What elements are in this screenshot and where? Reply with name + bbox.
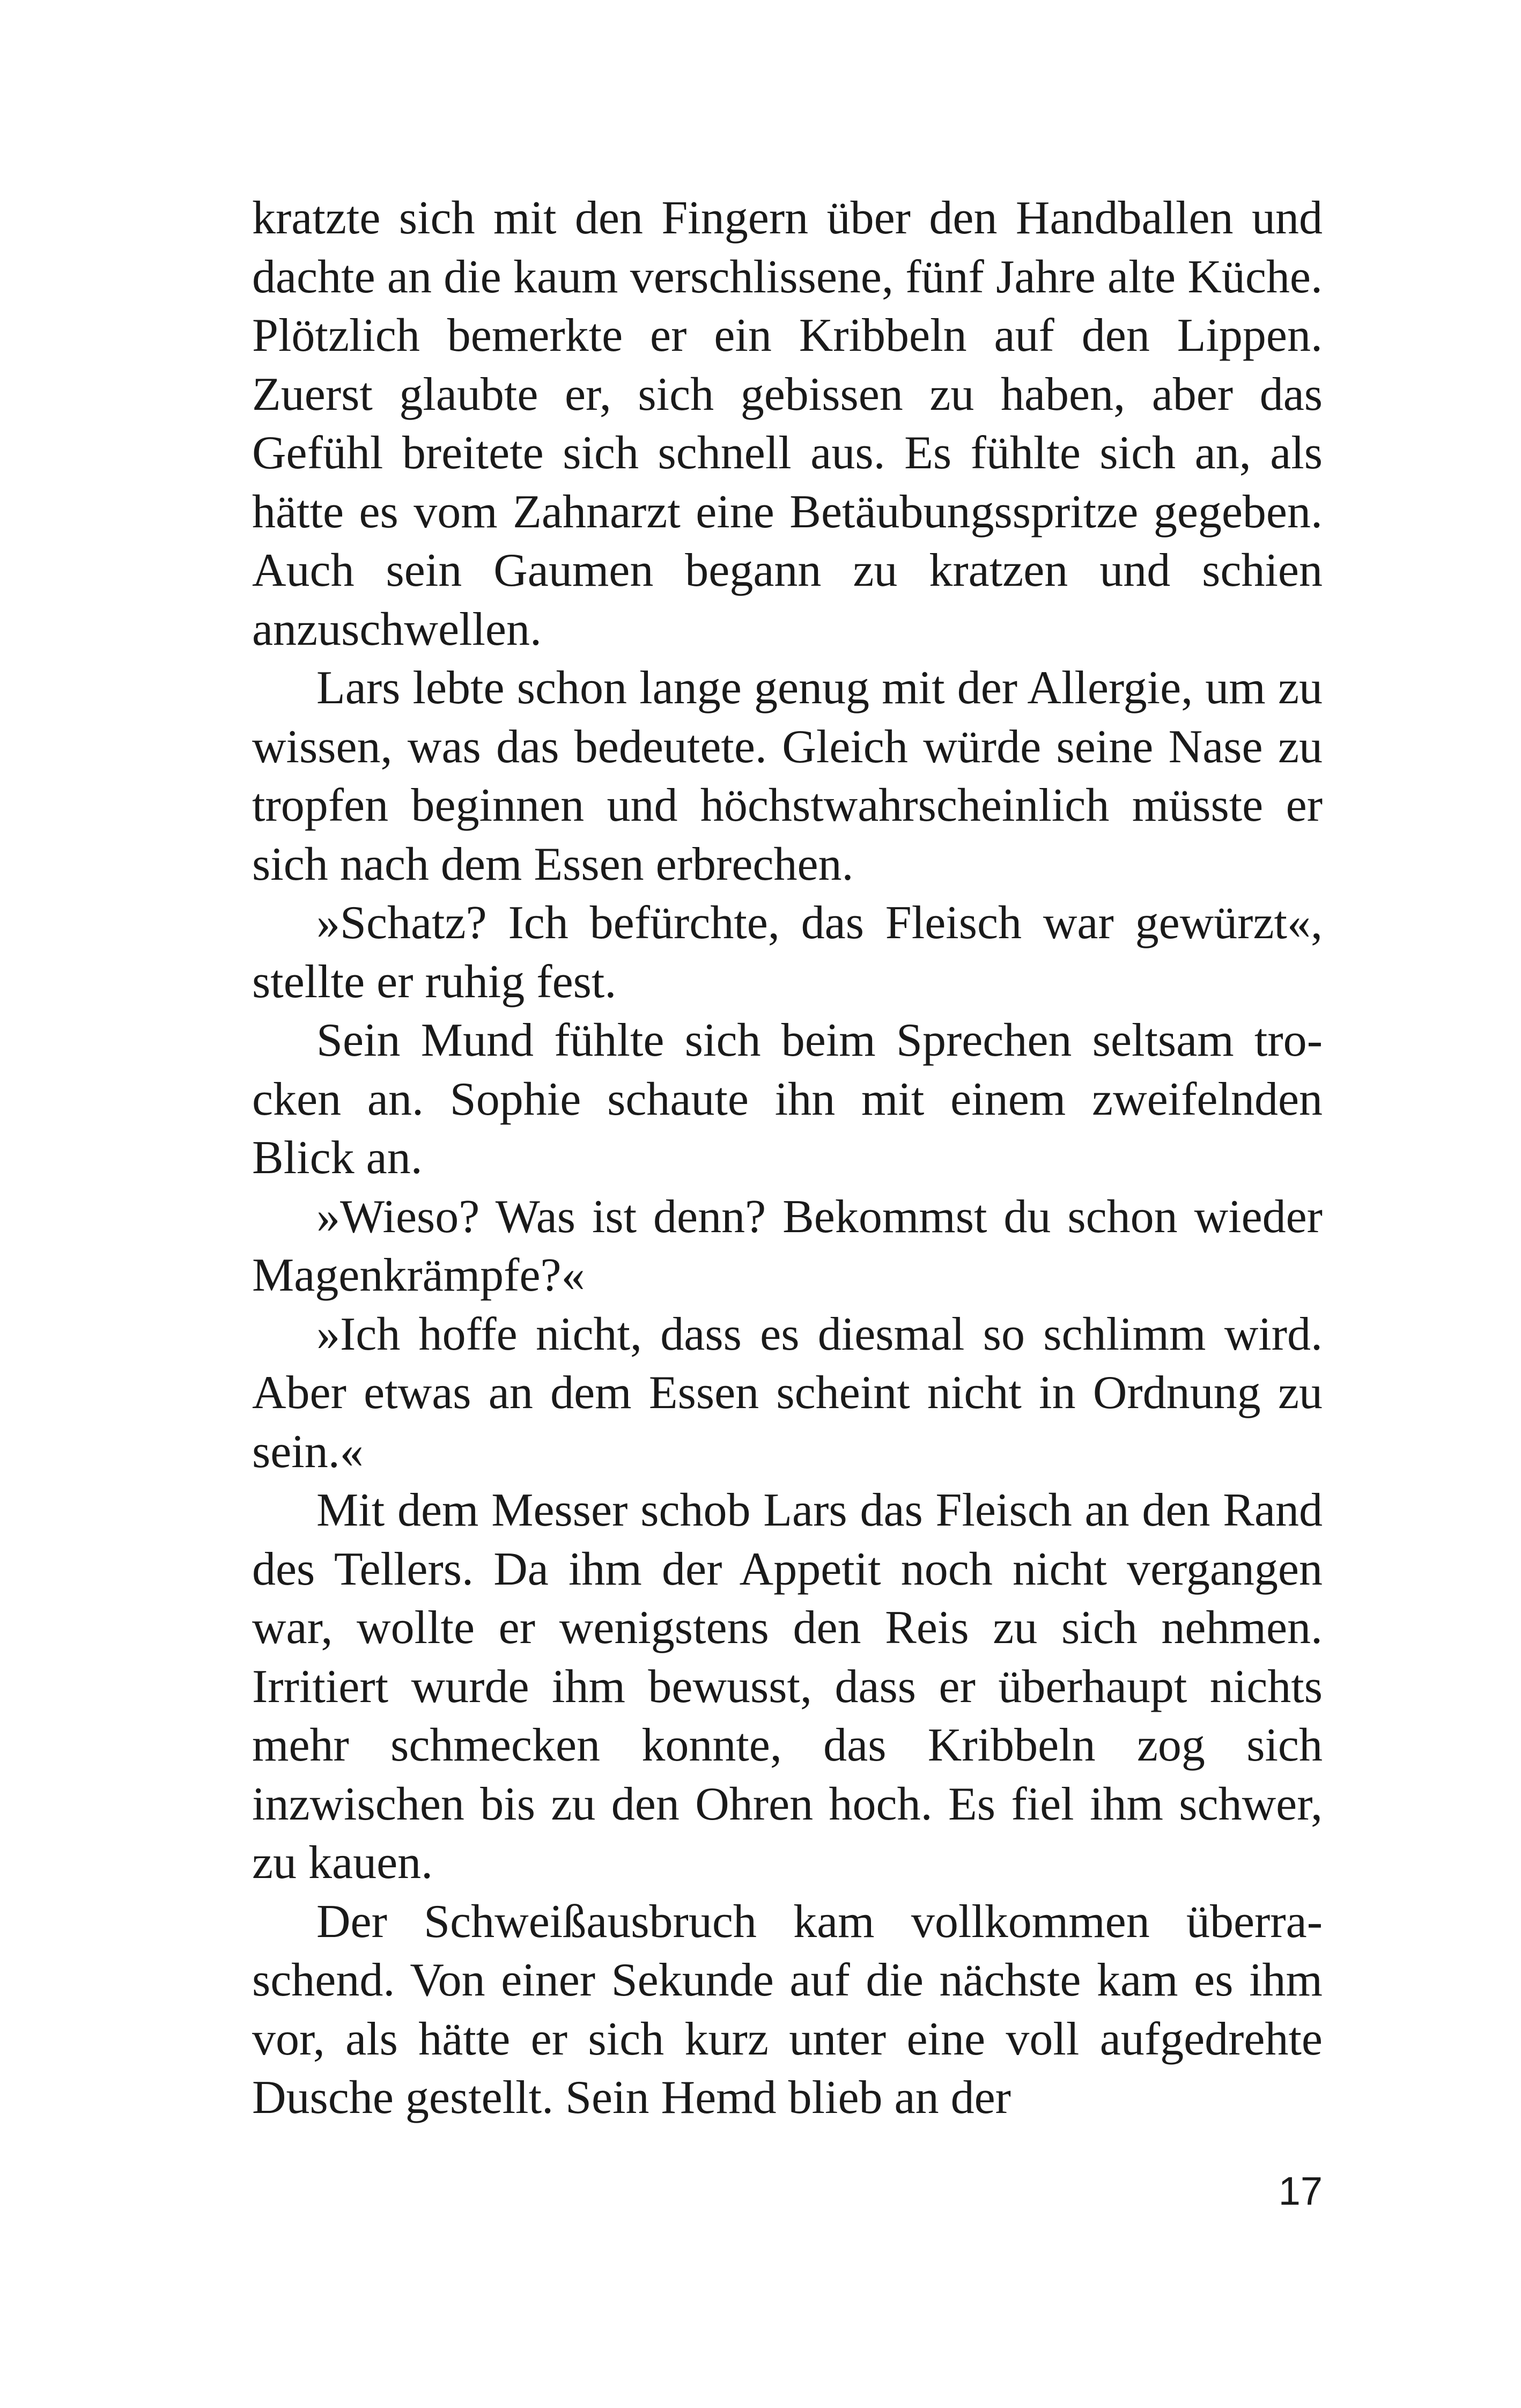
paragraph-7: Mit dem Messer schob Lars das Fleisch an den Rand des Tellers. Da ihm der Appetit noch nicht vergangen war, wollte er wenigstens den Reis zu sich nehmen. Irritiert wurde ihm bewusst, dass er überhaupt nichts mehr schmecken konnte, das Kribbeln zog sich inzwischen bis zu den Ohren hoch. Es fiel ihm schwer, zu kauen.: [252, 1484, 1323, 1889]
paragraph-2: Lars lebte schon lange genug mit der Allergie, um zu wissen, was das bedeutete. Gleich würde seine Nase zu tropfen beginnen und höchstwahrscheinlich müsste er sich nach dem Essen erbrechen.: [252, 662, 1323, 890]
paragraph-8: Der Schweißausbruch kam vollkommen überraschend. Von einer Sekunde auf die nächste kam es ihm vor, als hätte er sich kurz unter eine voll aufgedrehte Dusche gestellt. Sein Hemd blieb an der: [252, 1895, 1323, 2124]
page-number: 17: [1278, 2169, 1323, 2213]
paragraph-5: »Wieso? Was ist denn? Bekommst du schon wieder Magenkrämpfe?«: [252, 1190, 1323, 1301]
paragraph-1: kratzte sich mit den Fingern über den Handballen und dachte an die kaum verschlissene, fünf Jahre alte Küche. Plötzlich bemerkte er ein Kribbeln auf den Lippen. Zuerst glaubte er, sich gebissen zu haben, aber das Gefühl breitete sich schnell aus. Es fühlte sich an, als hätte es vom Zahnarzt eine Betäubungsspritze gegeben. Auch sein Gaumen begann zu kratzen und schien anzuschwellen.: [252, 192, 1323, 656]
body-text: [252, 189, 1323, 2127]
paragraph-4: Sein Mund fühlte sich beim Sprechen seltsam trocken an. Sophie schaute ihn mit einem zweifelnden Blick an.: [252, 1014, 1323, 1184]
paragraph-3: »Schatz? Ich befürchte, das Fleisch war gewürzt«, stellte er ruhig fest.: [252, 897, 1323, 1008]
paragraph-6: »Ich hoffe nicht, dass es diesmal so schlimm wird. Aber etwas an dem Essen scheint nicht in Ordnung zu sein.«: [252, 1308, 1323, 1478]
